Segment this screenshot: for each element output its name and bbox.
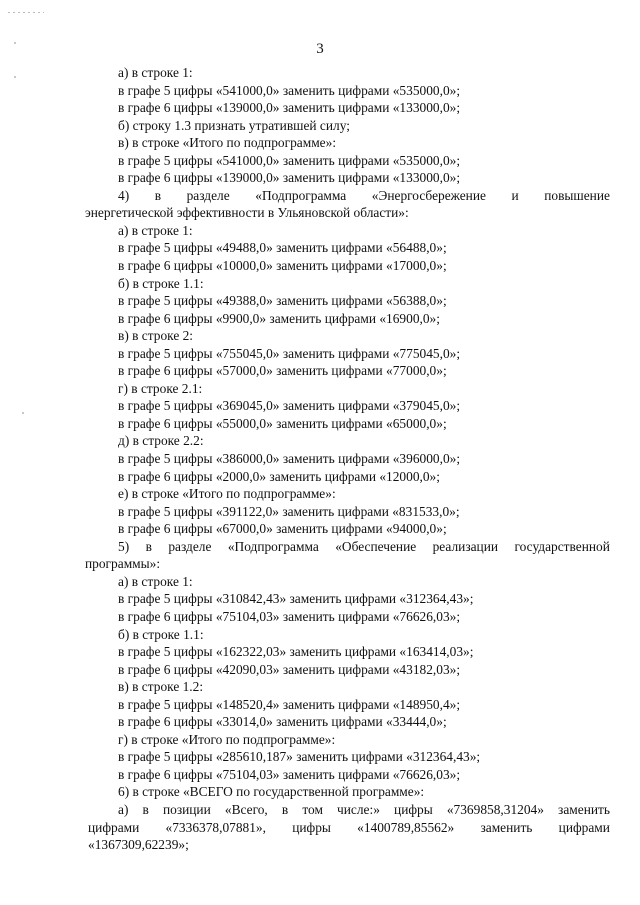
- heading-word: 4): [118, 187, 130, 203]
- scan-artifact-dot: [14, 76, 16, 78]
- text-line: в) в строке «Итого по подпрограмме»:: [118, 135, 337, 151]
- section-5-heading-tail: программы»:: [85, 556, 161, 572]
- text-line: а) в строке 1:: [118, 573, 193, 589]
- heading-word: государственной: [514, 538, 610, 554]
- text-line: б) в строке 1.1:: [118, 275, 204, 291]
- heading-word: 5): [118, 538, 130, 554]
- heading-word: «Подпрограмма: [255, 187, 347, 203]
- text-line: в графе 5 цифры «148520,4» заменить цифрами «148950,4»;: [118, 696, 461, 712]
- paragraph-word: цифры: [394, 801, 433, 817]
- text-line: а) в строке 1:: [118, 222, 193, 238]
- text-line: е) в строке «Итого по подпрограмме»:: [118, 486, 336, 502]
- heading-word: «Обеспечение: [335, 538, 417, 554]
- text-line: в графе 5 цифры «310842,43» заменить цифрами «312364,43»;: [118, 591, 474, 607]
- paragraph-word: «1400789,85562»: [357, 819, 455, 835]
- paragraph-word: позиции: [162, 801, 211, 817]
- text-line: в графе 6 цифры «42090,03» заменить цифрами «43182,03»;: [118, 661, 461, 677]
- paragraph-word: том: [302, 801, 323, 817]
- paragraph-word: в: [281, 801, 289, 817]
- text-line: 6) в строке «ВСЕГО по государственной программе»:: [118, 784, 425, 800]
- paragraph-word: в: [142, 801, 149, 817]
- text-line: в графе 5 цифры «49488,0» заменить цифрами «56488,0»;: [118, 240, 447, 256]
- paragraph-word: «Всего,: [224, 801, 268, 817]
- text-line: в графе 6 цифры «139000,0» заменить цифрами «133000,0»;: [118, 100, 461, 116]
- section-5-heading: [88, 538, 610, 556]
- paragraph-word: а): [118, 801, 129, 817]
- text-line: б) строку 1.3 признать утратившей силу;: [118, 117, 350, 133]
- heading-word: реализации: [432, 538, 499, 554]
- paragraph-word: цифрами: [558, 819, 610, 835]
- text-line: в графе 6 цифры «75104,03» заменить цифрами «76626,03»;: [118, 608, 461, 624]
- final-paragraph-line-1: [88, 801, 610, 819]
- text-line: в графе 6 цифры «75104,03» заменить цифрами «76626,03»;: [118, 766, 461, 782]
- text-line: в графе 6 цифры «57000,0» заменить цифрами «77000,0»;: [118, 363, 447, 379]
- text-line: в графе 6 цифры «10000,0» заменить цифрами «17000,0»;: [118, 258, 447, 274]
- heading-word: разделе: [186, 187, 230, 203]
- paragraph-word: числе:»: [337, 801, 380, 817]
- text-line: в графе 6 цифры «2000,0» заменить цифрами «12000,0»;: [118, 468, 440, 484]
- text-line: г) в строке «Итого по подпрограмме»:: [118, 731, 336, 747]
- section-4-heading: [88, 187, 610, 205]
- text-line: в) в строке 2:: [118, 328, 194, 344]
- final-paragraph-line-2: [88, 819, 610, 837]
- text-line: в) в строке 1.2:: [118, 679, 204, 695]
- heading-word: повышение: [544, 187, 610, 203]
- paragraph-word: «7336378,07881»,: [165, 819, 266, 835]
- text-line: г) в строке 2.1:: [118, 380, 203, 396]
- scan-artifact-dot: [22, 412, 24, 414]
- text-line: а) в строке 1:: [118, 65, 193, 80]
- scan-artifact: [8, 12, 44, 13]
- document-body: [85, 64, 610, 854]
- paragraph-word: цифры: [292, 819, 331, 835]
- text-line: в графе 6 цифры «55000,0» заменить цифрами «65000,0»;: [118, 415, 447, 431]
- section-4-heading-tail: энергетической эффективности в Ульяновской области»:: [85, 205, 409, 221]
- text-line: в графе 6 цифры «9900,0» заменить цифрами «16900,0»;: [118, 310, 440, 326]
- heading-word: в: [154, 187, 162, 203]
- heading-word: в: [145, 538, 152, 554]
- text-line: б) в строке 1.1:: [118, 626, 204, 642]
- text-line: в графе 5 цифры «369045,0» заменить цифрами «379045,0»;: [118, 398, 461, 414]
- text-line: в графе 6 цифры «33014,0» заменить цифрами «33444,0»;: [118, 714, 447, 730]
- text-line: в графе 6 цифры «67000,0» заменить цифрами «94000,0»;: [118, 521, 447, 537]
- paragraph-word: заменить: [480, 819, 533, 835]
- text-line: в графе 5 цифры «285610,187» заменить цифрами «312364,43»;: [118, 749, 481, 765]
- heading-word: «Энергосбережение: [371, 187, 486, 203]
- heading-word: «Подпрограмма: [227, 538, 319, 554]
- text-line: д) в строке 2.2:: [118, 433, 204, 449]
- paragraph-word: заменить: [558, 801, 610, 817]
- text-line: в графе 5 цифры «162322,03» заменить цифрами «163414,03»;: [118, 644, 474, 660]
- heading-word: и: [511, 187, 519, 203]
- text-line: в графе 6 цифры «139000,0» заменить цифрами «133000,0»;: [118, 170, 461, 186]
- text-line: в графе 5 цифры «541000,0» заменить цифрами «535000,0»;: [118, 152, 461, 168]
- text-line: в графе 5 цифры «755045,0» заменить цифрами «775045,0»;: [118, 345, 461, 361]
- text-line: в графе 5 цифры «49388,0» заменить цифрами «56388,0»;: [118, 293, 447, 309]
- heading-word: разделе: [168, 538, 212, 554]
- paragraph-word: цифрами: [88, 819, 140, 835]
- paragraph-word: «7369858,31204»: [446, 801, 544, 817]
- text-line: в графе 5 цифры «541000,0» заменить цифрами «535000,0»;: [118, 82, 461, 98]
- text-line: в графе 5 цифры «386000,0» заменить цифрами «396000,0»;: [118, 451, 461, 467]
- final-paragraph-line-3: «1367309,62239»;: [88, 837, 189, 853]
- page-number: 3: [316, 41, 324, 57]
- text-line: в графе 5 цифры «391122,0» заменить цифрами «831533,0»;: [118, 503, 460, 519]
